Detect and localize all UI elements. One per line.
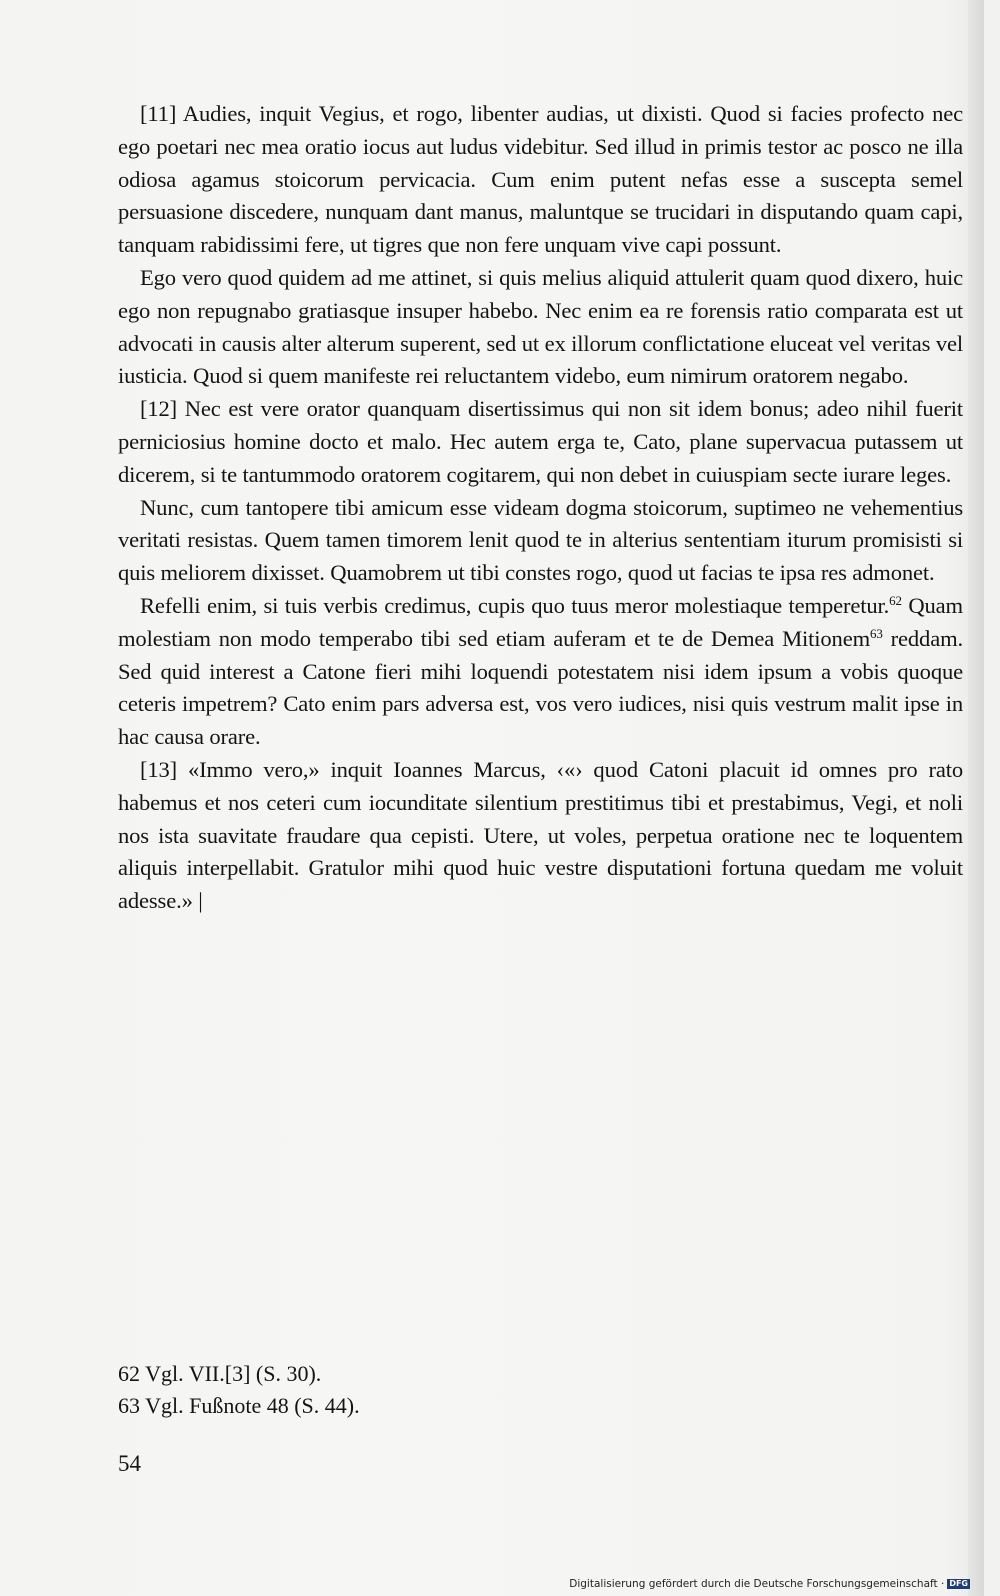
paragraph-refelli <box>118 590 963 754</box>
paragraph-nunc: Nunc, cum tantopere tibi amicum esse videam dogma stoicorum, suptimeo ne vehementius veritati resistas. Quem tamen timorem lenit quod te in alterius sententiam iturum promisisti si quis meliorem dixisset. Quamobrem ut tibi constes rogo, quod ut facias te ipsa res admonet. <box>118 494 963 586</box>
paragraph-12: [12] Nec est vere orator quanquam disertissimus qui non sit idem bonus; adeo nihil fuerit perniciosius homine docto et malo. Hec autem erga te, Cato, plane supervacua putassem ut dicerem, si te tantummodo oratorem cogitarem, qui non debet in cuiuspiam secte iurare leges. <box>118 396 963 487</box>
credit-text: Digitalisierung gefördert durch die Deutsche Forschungsgemeinschaft · <box>569 1578 945 1590</box>
footnote-ref-63[interactable]: 63 <box>870 625 883 641</box>
page-edge-shadow <box>968 0 984 1596</box>
main-text <box>118 98 963 918</box>
page-number: 54 <box>118 1451 141 1476</box>
footnotes <box>118 1358 360 1422</box>
paragraph-refelli-part1: Refelli enim, si tuis verbis credimus, cupis quo tuus meror molestiaque temperetur. <box>140 592 890 618</box>
paragraph-refelli-part2: Quam molestiam non modo temperabo tibi sed etiam auferam et te de Demea Mitionem <box>118 592 963 651</box>
footnote-62: 62 Vgl. VII.[3] (S. 30). <box>118 1361 322 1386</box>
footnote-ref-62[interactable]: 62 <box>889 592 902 608</box>
dfg-logo: DFG <box>949 1579 968 1588</box>
paragraph-refelli-part3: reddam. Sed quid interest a Catone fieri mihi loquendi potestatem nisi idem ipsum a vobis quoque ceteris impetrem? Cato enim pars adversa est, vos vero iudices, nisi quis vestrum malit ipse in hac causa orare. <box>118 625 963 750</box>
paragraph-13: [13] «Immo vero,» inquit Ioannes Marcus, ‹«› quod Catoni placuit id omnes pro rato habemus et nos ceteri cum iocunditate silentium prestitimus tibi et prestabimus, Vegi, et noli nos ista suavitate fraudare qua cepisti. Utere, ut voles, perpetua oratione nec te loquentem aliquis interpellabit. Gratulor mihi quod huic vestre disputationi fortuna quedam me voluit adesse.» | <box>118 756 963 914</box>
paragraph-11: [11] Audies, inquit Vegius, et rogo, libenter audias, ut dixisti. Quod si facies profecto nec ego poetari nec mea oratio iocus aut ludus videbitur. Sed illud in primis testor ac posco ne illa odiosa agamus stoicorum pervicacia. Cum enim putent nefas esse a suscepta semel persuasione discedere, nunquam dant manus, maluntque se trucidari in disputando quam capi, tanquam rabidissimi fere, ut tigres que non fere unquam vive capi possunt. <box>118 101 963 258</box>
paragraph-ego-vero: Ego vero quod quidem ad me attinet, si quis melius aliquid attulerit quam quod dixero, huic ego non repugnabo gratiasque insuper habebo. Nec enim ea re forensis ratio comparata est ut advocati in causis alter alterum superent, sed ut ex illorum conflictatione eluceat vel veritas vel iusticia. Quod si quem manifeste rei reluctantem videbo, eum nimirum oratorem negabo. <box>118 264 963 389</box>
footnote-63: 63 Vgl. Fußnote 48 (S. 44). <box>118 1393 360 1418</box>
digitization-credit <box>569 1578 970 1590</box>
